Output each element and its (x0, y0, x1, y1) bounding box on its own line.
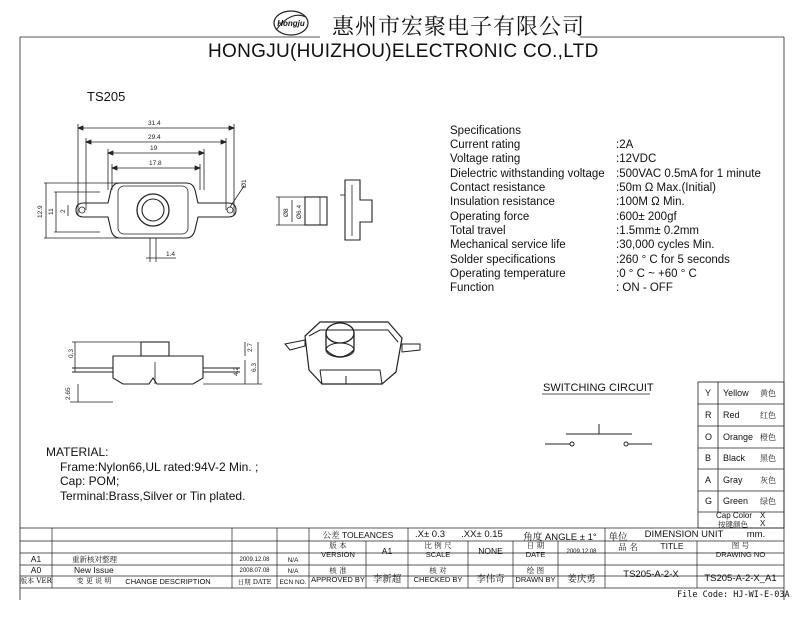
color-code: R (705, 410, 712, 420)
dim-11: 11 (48, 208, 55, 215)
header-version: 版本 VER (20, 577, 52, 585)
spec-value: :1.5mm± 0.2mm (616, 225, 699, 237)
spec-label: Voltage rating (450, 153, 521, 165)
tolerance-angle: 角度 ANGLE ± 1° (523, 532, 597, 543)
version-value: A1 (381, 546, 393, 556)
scale-label-en: SCALE (425, 550, 451, 559)
date-value: 2009.12.08 (566, 549, 597, 555)
cap-color-label-cn: 按键颜色 (718, 520, 748, 529)
material-frame: Frame:Nylon66,UL rated:94V-2 Min. ; (60, 460, 259, 474)
cap-inner (142, 199, 164, 221)
spec-value: :260 ° C for 5 seconds (616, 254, 730, 266)
dimension-unit-label: DIMENSION UNIT (644, 529, 724, 540)
dim-2-7: 2.7 (247, 342, 254, 352)
color-name: Gray (723, 475, 743, 485)
approved-by-label (310, 566, 366, 584)
front-body (113, 356, 203, 384)
tolerance-xx: .XX± 0.15 (461, 529, 503, 540)
checked-by-name: 李伟奇 (476, 574, 505, 585)
spec-value: :50m Ω Max.(Initial) (616, 182, 716, 194)
spec-value: : ON - OFF (616, 282, 673, 294)
top-view-housing (118, 186, 188, 234)
spec-value: :30,000 cycles Min. (616, 239, 715, 251)
dim-17-8: 17.8 (149, 160, 162, 167)
spec-value: :600± 200gf (616, 211, 677, 223)
approved-by-label-en: APPROVED BY (311, 575, 365, 584)
date-label-cn: 日 期 (526, 541, 545, 550)
dim-2: 2 (60, 209, 67, 213)
color-name: Yellow (723, 388, 749, 398)
cap-color-value: X (760, 511, 766, 520)
spec-value: :12VDC (616, 153, 657, 165)
version-label-cn: 版 本 (329, 541, 347, 550)
color-name-cn: 黑色 (760, 454, 776, 463)
color-code: G (705, 496, 713, 506)
version-label (310, 541, 366, 559)
header-date: 日期 DATE (237, 578, 272, 586)
front-cap (141, 342, 169, 356)
color-code: Y (705, 388, 712, 398)
dim-31-4: 31.4 (148, 120, 161, 127)
isometric-view (285, 322, 420, 384)
tolerance-x: .X± 0.3 (414, 529, 446, 540)
unit-label-cn: 单位 (608, 532, 628, 543)
switching-circuit-symbol (545, 424, 652, 446)
dim-6-3: 6.3 (251, 362, 258, 372)
dimension-unit-value: mm. (746, 529, 766, 540)
drawing-no-label-cn: 图 号 (731, 541, 750, 550)
date-label (513, 541, 558, 559)
dim-1-4: 1.4 (166, 251, 176, 258)
color-name-cn: 绿色 (760, 497, 776, 506)
spec-label: Contact resistance (450, 182, 546, 194)
dim-12-9: 12.9 (37, 205, 44, 218)
top-view-body (76, 183, 236, 238)
dim-phi-8: Ø8 (283, 208, 290, 217)
drawn-by-label-en: DRAWN BY (515, 575, 556, 584)
dim-4-2: 4.2 (233, 366, 240, 376)
drawn-by-name: 姜庆勇 (567, 574, 596, 585)
title-label: TITLE (660, 541, 684, 551)
dim-phi-6-4: Ø6.4 (296, 204, 303, 219)
revision-version: A1 (30, 554, 42, 564)
revision-date: 2009.12.08 (239, 557, 270, 563)
switching-circuit-label: SWITCHING CIRCUIT (543, 382, 654, 394)
scale-label-cn: 比 例 尺 (424, 541, 452, 550)
material-terminal: Terminal:Brass,Silver or Tin plated. (60, 489, 246, 503)
spec-label: Current rating (450, 139, 521, 151)
color-code: A (705, 475, 712, 485)
spec-label: Mechanical service life (450, 239, 566, 251)
dim-19: 19 (150, 145, 158, 152)
color-code: B (705, 453, 712, 463)
revision-date: 2008.07.08 (239, 568, 270, 574)
spec-label: Total travel (450, 225, 506, 237)
header-description-en: CHANGE DESCRIPTION (125, 577, 211, 586)
checked-by-label-en: CHECKED BY (413, 575, 463, 584)
version-label-en: VERSION (321, 550, 355, 559)
drawing-no-label (697, 541, 784, 559)
terminal-hole-left (79, 207, 85, 213)
tolerances-label: 公差 TOLEANCES (322, 530, 394, 540)
cap-color-value-cn: X (760, 519, 766, 528)
material-cap: Cap: POM; (60, 474, 120, 488)
revision-description: New Issue (74, 565, 114, 575)
spec-value: :500VAC 0.5mA for 1 minute (616, 168, 761, 180)
approved-by-label-cn: 核 准 (329, 566, 347, 575)
spec-label: Dielectric withstanding voltage (450, 168, 605, 180)
header-ecn: ECN NO. (279, 579, 307, 586)
dim-0-3: 0.3 (68, 348, 75, 358)
color-code: O (705, 432, 713, 442)
terminal-hole-right (227, 207, 233, 213)
approved-by-name: 李新超 (372, 574, 402, 585)
spec-value: :0 ° C ~ +60 ° C (616, 268, 697, 280)
dim-phi-1: Ø1 (241, 179, 248, 188)
spec-label: Insulation resistance (450, 196, 555, 208)
revision-version: A0 (30, 565, 42, 575)
color-name-cn: 橙色 (760, 433, 776, 442)
file-code: File Code: HJ-WI-E-03A (677, 590, 790, 600)
material-heading: MATERIAL: (46, 445, 109, 459)
revision-ecn: N/A (287, 557, 299, 564)
side-view (276, 180, 372, 240)
checked-by-label-cn: 核 对 (429, 566, 447, 575)
color-name: Orange (723, 432, 754, 442)
color-name-cn: 黄色 (760, 389, 776, 398)
scale-value: NONE (478, 546, 503, 556)
color-name-cn: 红色 (760, 411, 776, 420)
revision-ecn: N/A (287, 568, 299, 575)
product-name-label-cn: 品 名 (618, 543, 638, 553)
top-view (44, 124, 244, 262)
spec-label: Operating temperature (450, 268, 566, 280)
drawn-by-label (513, 566, 558, 584)
color-name-cn: 灰色 (760, 476, 776, 485)
spec-label: Solder specifications (450, 254, 556, 266)
color-name: Red (723, 410, 740, 420)
spec-value: :2A (616, 139, 634, 151)
dim-2-65: 2.65 (65, 387, 72, 400)
color-name: Green (723, 496, 749, 506)
title-value: TS205-A-2-X (623, 569, 679, 580)
dim-29-4: 29.4 (148, 134, 161, 141)
specifications-heading: Specifications (450, 125, 521, 137)
spec-label: Operating force (450, 211, 530, 223)
drawn-by-label-cn: 绘 图 (526, 566, 545, 575)
scale-label (408, 541, 468, 559)
part-number: TS205 (87, 89, 126, 104)
drawing-no-value: TS205-A-2-X_A1 (704, 573, 777, 584)
checked-by-label (408, 566, 468, 584)
logo-text: Hongju (277, 19, 305, 28)
color-name: Black (723, 453, 746, 463)
date-label-en: DATE (525, 550, 546, 559)
spec-label: Function (450, 282, 495, 294)
header-description-cn: 变 更 说 明 (76, 577, 112, 585)
company-name-en: HONGJU(HUIZHOU)ELECTRONIC CO.,LTD (208, 41, 599, 62)
revision-description: 重新核对整理 (72, 555, 117, 564)
spec-value: :100M Ω Min. (616, 196, 685, 208)
cap-color-label: Cap Color (716, 511, 753, 520)
company-name-cn: 惠州市宏聚电子有限公司 (332, 15, 586, 40)
drawing-no-label-en: DRAWING NO (715, 550, 766, 559)
